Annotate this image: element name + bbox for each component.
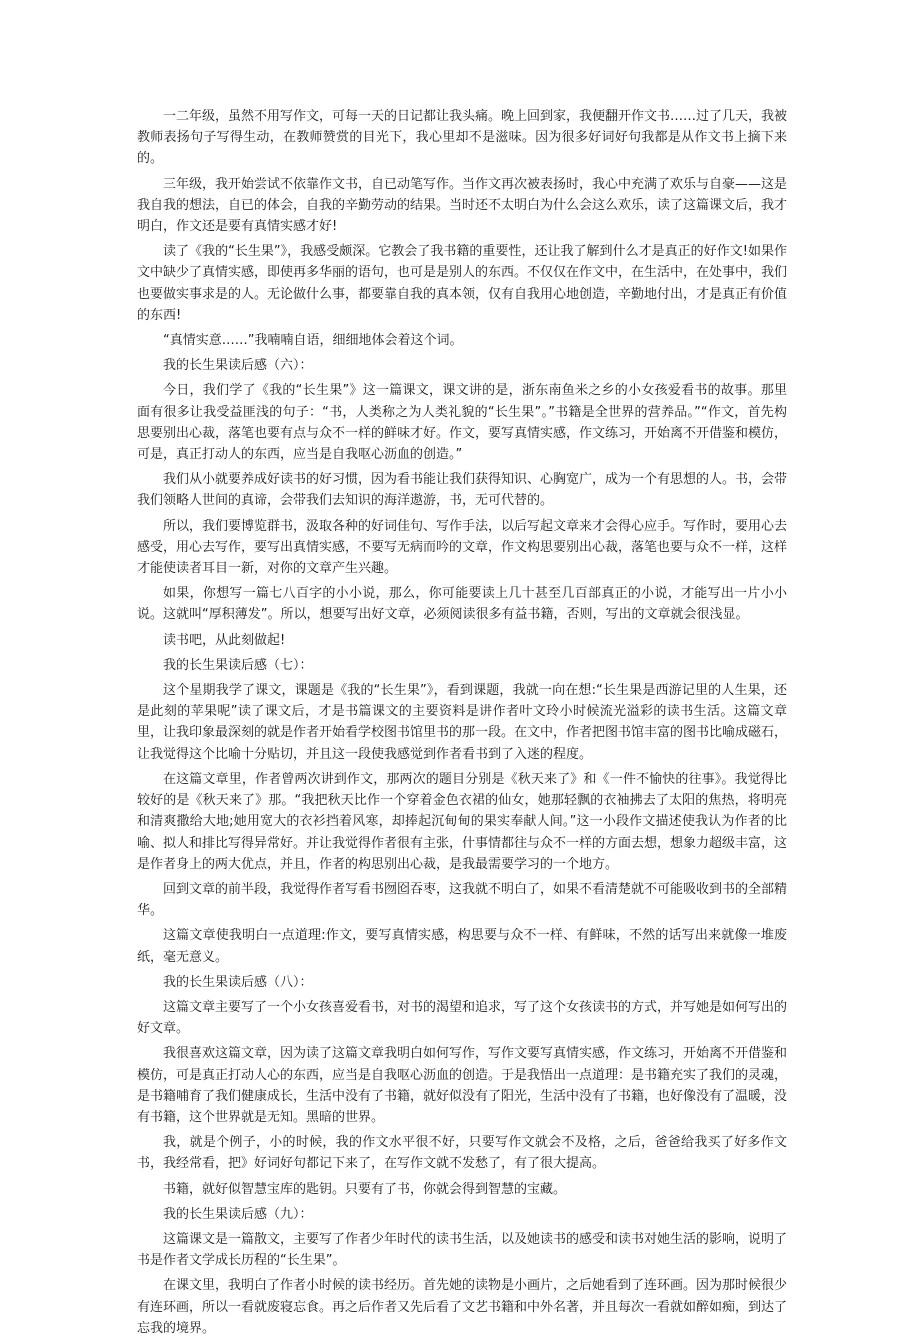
paragraph: 这篇文章使我明白一点道理:作文，要写真情实感，构思要与众不一样、有鲜味，不然的话写出来就像一堆废纸，毫无意义。	[137, 928, 787, 965]
section-heading: 我的长生果读后感（七）：	[163, 657, 313, 673]
paragraph: 这个星期我学了课文，课题是《我的“长生果”》，看到课题，我就一向在想:“长生果是西游记里的人生果，还是此刻的苹果呢”读了课文后，才是书篇课文的主要资料是讲作者叶文玲小时候流光溢彩的读书生活。这篇文章里，让我印象最深刻的就是作者开始看学校图书馆里书的那一段。在文中，作者把图书馆丰富的图书比喻成磁石，让我觉得这个比喻十分贴切，并且这一段使我感觉到作者看书到了入迷的程度。	[137, 683, 788, 762]
paragraph: 读了《我的“长生果”》，我感受颇深。它教会了我书籍的重要性，还让我了解到什么才是真正的好作文!如果作文中缺少了真情实感，即使再多华丽的语句，也可是是别人的东西。不仅仅在作文中，在生活中，在处事中，我们也要做实事求是的人。无论做什么事，都要靠自我的真本领，仅有自我用心地创造，辛勤地付出，才是真正有价值的东西!	[137, 244, 788, 323]
section-heading: 我的长生果读后感（八）：	[163, 974, 313, 990]
paragraph: 回到文章的前半段，我觉得作者写看书囫囵吞枣，这我就不明白了，如果不看清楚就不可能吸收到书的全部精华。	[137, 881, 788, 919]
paragraph: 今日，我们学了《我的“长生果”》这一篇课文，课文讲的是，浙东南鱼米之乡的小女孩爱看书的故事。那里面有很多让我受益匪浅的句子：“书，人类称之为人类礼貌的“长生果”。”书籍是全世界的营养品。”“作文，首先构思要别出心裁，落笔也要有点与众不一样的鲜味才好。作文，要写真情实感，作文练习，开始离不开借鉴和模仿，可是，真正打动人的东西，应当是自我呕心沥血的创造。”	[137, 383, 788, 463]
paragraph: 所以，我们要博览群书，汲取各种的好词佳句、写作手法，以后写起文章来才会得心应手。写作时，要用心去感受，用心去写作，要写出真情实感，不要写无病而吟的文章，作文构思要别出心裁，落笔也要与众不一样，这样才能使读者耳目一新，对你的文章产生兴趣。	[137, 518, 788, 577]
paragraph: 这篇文章主要写了一个小女孩喜爱看书，对书的渴望和追求，写了这个女孩读书的方式，并写她是如何写出的好文章。	[137, 999, 788, 1037]
paragraph: 我们从小就要养成好读书的好习惯，因为看书能让我们获得知识、心胸宽广，成为一个有思想的人。书，会带我们领略人世间的真谛，会带我们去知识的海洋遨游，书，无可代替的。	[137, 472, 788, 509]
paragraph: 读书吧，从此刻做起!	[163, 632, 286, 648]
section-heading: 我的长生果读后感（六）：	[163, 358, 313, 374]
paragraph: 如果，你想写一篇七八百字的小小说，那么，你可能要读上几十甚至几百部真正的小说，才能写出一片小小说。这就叫“厚积薄发”。所以，想要写出好文章，必须阅读很多有益书籍，否则，写出的文章就会很浅显。	[137, 586, 787, 623]
paragraph: 这篇课文是一篇散文，主要写了作者少年时代的读书生活，以及她读书的感受和读书对她生活的影响，说明了书是作者文学成长历程的“长生果”。	[137, 1231, 788, 1269]
section-heading: 我的长生果读后感（九）：	[163, 1206, 313, 1222]
paragraph: 我很喜欢这篇文章，因为读了这篇文章我明白如何写作，写作文要写真情实感，作文练习，开始离不开借鉴和模仿，可是真正打动人心的东西，应当是自我呕心沥血的创造。于是我悟出一点道理：是书籍充实了我们的灵魂，是书籍哺育了我们健康成长，生活中没有了书籍，就好似没有了阳光，生活中没有了书籍，也好像没有了温暖，没有书籍，这个世界就是无知。黑暗的世界。	[137, 1046, 788, 1125]
paragraph: 一二年级，虽然不用写作文，可每一天的日记都让我头痛。晚上回到家，我便翻开作文书……过了几天，我被教师表扬句子写得生动，在教师赞赏的目光下，我心里却不是滋味。因为很多好词好句我都是从作文书上摘下来的。	[137, 109, 788, 167]
document-body	[137, 106, 787, 1343]
paragraph: 书籍，就好似智慧宝库的匙钥。只要有了书，你就会得到智慧的宝藏。	[163, 1181, 567, 1197]
paragraph: 在课文里，我明白了作者小时候的读书经历。首先她的读物是小画片，之后她看到了连环画。因为那时候很少有连环画，所以一看就废寝忘食。再之后作者又先后看了文艺书籍和中外名著，并且每次一看就如醉如痴，到达了忘我的境界。	[137, 1278, 788, 1336]
paragraph: 三年级，我开始尝试不依靠作文书，自已动笔写作。当作文再次被表扬时，我心中充满了欢乐与自豪——这是我自我的想法，自已的体会，自我的辛勤劳动的结果。当时还不太明白为什么会这么欢乐，读了这篇课文后，我才明白，作文还是要有真情实感才好!	[137, 176, 788, 235]
paragraph: “真情实意……”我喃喃自语，细细地体会着这个词。	[163, 333, 463, 349]
paragraph: 我，就是个例子，小的时候，我的作文水平很不好，只要写作文就会不及格，之后，爸爸给我买了好多作文书，我经常看，把》好词好句都记下来了，在写作文就不发愁了，有了很大提高。	[137, 1135, 787, 1172]
paragraph: 在这篇文章里，作者曾两次讲到作文，那两次的题目分别是《秋天来了》和《一件不愉快的往事》。我觉得比较好的是《秋天来了》那。“我把秋天比作一个穿着金色衣裙的仙女，她那轻飘的衣袖拂去了太阳的焦热，将明亮和清爽撒给大地;她用宽大的衣衫挡着风寒，却捧起沉甸甸的果实奉献人间。”这一小段作文描述使我认为作者的比喻、拟人和排比写得异常好。并让我觉得作者很有主张，什事情都往与众不一样的方面去想，想象力超级丰富，这是作者身上的两大优点，并且，作者的构思别出心裁，是我最需要学习的一个地方。	[137, 771, 788, 872]
